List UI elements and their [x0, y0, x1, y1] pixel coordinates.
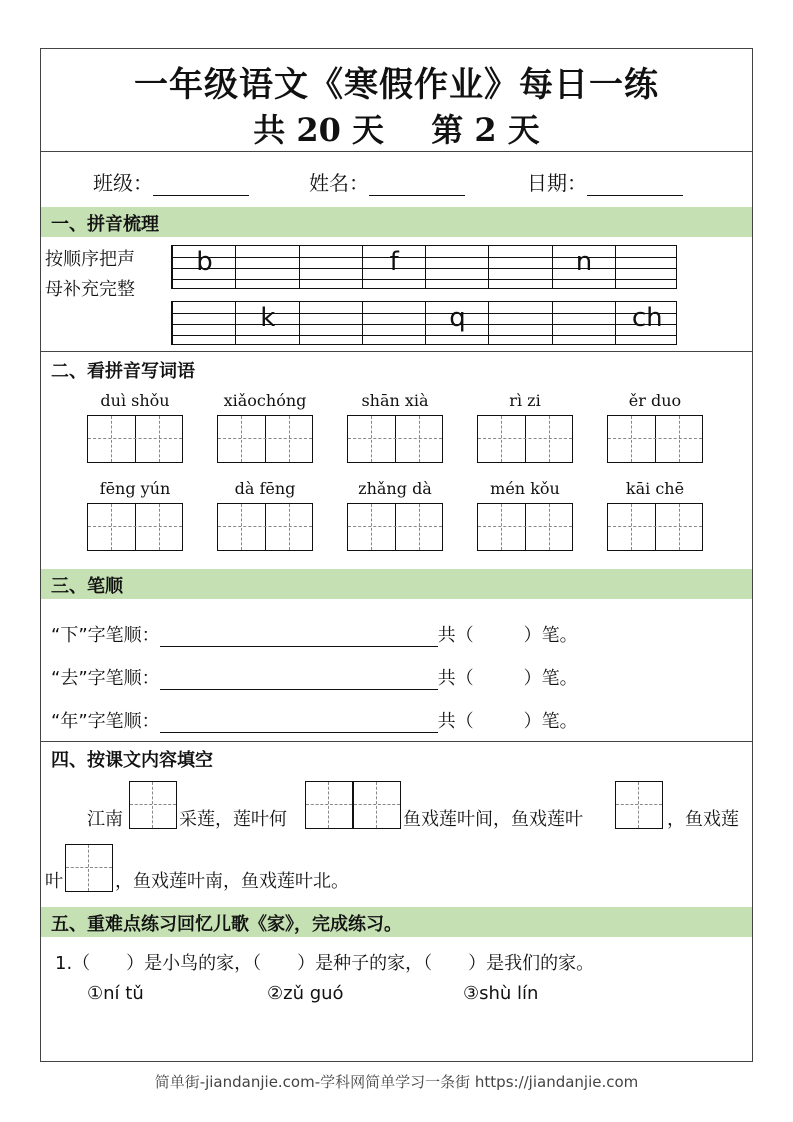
- writing-box[interactable]: [607, 415, 703, 463]
- pinyin-label: mén kǒu: [490, 479, 560, 498]
- writing-box[interactable]: [217, 503, 313, 551]
- pinyin-cell[interactable]: [299, 246, 362, 288]
- current-day: 第 2 天: [431, 111, 540, 149]
- day-counter: [41, 105, 752, 151]
- pinyin-label: fēng yún: [99, 479, 171, 498]
- fill-box[interactable]: [615, 781, 663, 829]
- name-blank[interactable]: [369, 177, 465, 196]
- pinyin-letter: b: [196, 247, 213, 277]
- pinyin-label: ěr duo: [628, 391, 682, 410]
- word-item: [347, 391, 443, 463]
- word-item: [347, 479, 443, 551]
- poem-text-2: 采莲，莲叶何: [179, 809, 287, 830]
- pinyin-cell[interactable]: [362, 246, 425, 288]
- word-item: [217, 479, 313, 551]
- pinyin-label: dà fēng: [234, 479, 296, 498]
- pinyin-label: duì shǒu: [100, 391, 170, 410]
- word-item: [217, 391, 313, 463]
- fill-box[interactable]: [305, 781, 353, 829]
- option-2: ②zǔ guó: [267, 983, 344, 1004]
- pinyin-label: shān xià: [361, 391, 429, 410]
- pinyin-cell[interactable]: [552, 302, 615, 344]
- date-blank[interactable]: [587, 177, 683, 196]
- name-field: [309, 167, 465, 196]
- pinyin-cell[interactable]: [488, 246, 551, 288]
- section3-header: [41, 569, 752, 599]
- word-item: [477, 391, 573, 463]
- pinyin-cell[interactable]: [425, 302, 488, 344]
- writing-box[interactable]: [347, 503, 443, 551]
- word-item: [607, 391, 703, 463]
- stroke-row: [51, 707, 578, 733]
- footer: 简单街-jiandanjie.com-学科网简单学习一条街 https://jiandanjie.com: [154, 1073, 639, 1091]
- pinyin-letter: n: [575, 247, 593, 277]
- writing-box[interactable]: [347, 415, 443, 463]
- pinyin-cell[interactable]: [552, 246, 615, 288]
- section1-header: [41, 207, 752, 237]
- word-item: [87, 479, 183, 551]
- pinyin-label: xiǎochóng: [223, 391, 307, 410]
- pinyin-label: zhǎng dà: [358, 479, 432, 498]
- pinyin-cell[interactable]: [235, 246, 298, 288]
- fill-box[interactable]: [65, 844, 113, 892]
- writing-box[interactable]: [87, 503, 183, 551]
- section2-title: 二、看拼音写词语: [51, 361, 195, 382]
- pinyin-cell[interactable]: [615, 246, 678, 288]
- pinyin-cell[interactable]: [615, 302, 678, 344]
- stroke-count-suffix: ）笔。: [523, 711, 578, 732]
- question-1: 1.（ ）是小鸟的家，（ ）是种子的家，（ ）是我们的家。: [55, 953, 595, 974]
- stroke-count-suffix: ）笔。: [523, 668, 578, 689]
- stroke-count-prefix: 共（: [437, 711, 474, 732]
- writing-box[interactable]: [87, 415, 183, 463]
- page-title: 一年级语文《寒假作业》每日一练: [134, 65, 659, 105]
- stroke-row: [51, 664, 578, 690]
- date-label: 日期：: [527, 171, 587, 195]
- total-days: 共 20 天: [253, 111, 385, 149]
- worksheet: [40, 48, 753, 1062]
- date-field: [527, 167, 683, 196]
- pinyin-cell[interactable]: [488, 302, 551, 344]
- poem-text-4: ，鱼戏莲: [667, 809, 739, 830]
- pinyin-letter: ch: [631, 303, 663, 333]
- pinyin-letter: k: [260, 303, 276, 333]
- section1-prompt: 按顺序把声 母补充完整: [45, 249, 135, 300]
- poem-text-3: 鱼戏莲叶间，鱼戏莲叶: [403, 809, 583, 830]
- pinyin-label: rì zi: [509, 391, 541, 410]
- stroke-row: [51, 621, 578, 647]
- pinyin-label: kāi chē: [625, 479, 685, 498]
- pinyin-cell[interactable]: [172, 246, 235, 288]
- poem-text-5: 叶: [45, 871, 63, 892]
- stroke-answer-line[interactable]: [160, 628, 438, 647]
- class-blank[interactable]: [153, 177, 249, 196]
- poem-text-1: 江南: [87, 809, 123, 830]
- section5-title: 五、重难点练习回忆儿歌《家》，完成练习。: [51, 914, 402, 935]
- pinyin-cell[interactable]: [362, 302, 425, 344]
- stroke-count-suffix: ）笔。: [523, 625, 578, 646]
- pinyin-letter: f: [389, 247, 399, 277]
- stroke-label: “下”字笔顺：: [51, 625, 160, 646]
- stroke-count-prefix: 共（: [437, 625, 474, 646]
- writing-box[interactable]: [477, 503, 573, 551]
- section4-title: 四、按课文内容填空: [51, 750, 213, 771]
- stroke-answer-line[interactable]: [160, 714, 438, 733]
- pinyin-cell[interactable]: [235, 302, 298, 344]
- pinyin-cell[interactable]: [299, 302, 362, 344]
- class-field: [93, 167, 249, 196]
- stroke-count-prefix: 共（: [437, 668, 474, 689]
- stroke-label: “年”字笔顺：: [51, 711, 160, 732]
- pinyin-cell[interactable]: [425, 246, 488, 288]
- stroke-label: “去”字笔顺：: [51, 668, 160, 689]
- section3-title: 三、笔顺: [51, 576, 123, 597]
- option-1: ①ní tǔ: [87, 983, 144, 1004]
- word-item: [87, 391, 183, 463]
- pinyin-cell[interactable]: [172, 302, 235, 344]
- fill-box[interactable]: [353, 781, 401, 829]
- pinyin-row-2: [171, 301, 677, 345]
- poem-text-6: ，鱼戏莲叶南，鱼戏莲叶北。: [115, 871, 349, 892]
- writing-box[interactable]: [477, 415, 573, 463]
- class-label: 班级：: [93, 171, 153, 195]
- option-3: ③shù lín: [463, 983, 539, 1004]
- section1-title: 一、拼音梳理: [51, 214, 159, 235]
- section5-header: [41, 907, 752, 937]
- word-item: [607, 479, 703, 551]
- fill-box[interactable]: [129, 781, 177, 829]
- stroke-answer-line[interactable]: [160, 671, 438, 690]
- pinyin-row-1: [171, 245, 677, 289]
- word-item: [477, 479, 573, 551]
- pinyin-letter: q: [449, 303, 466, 333]
- writing-box[interactable]: [217, 415, 313, 463]
- writing-box[interactable]: [607, 503, 703, 551]
- name-label: 姓名：: [309, 171, 369, 195]
